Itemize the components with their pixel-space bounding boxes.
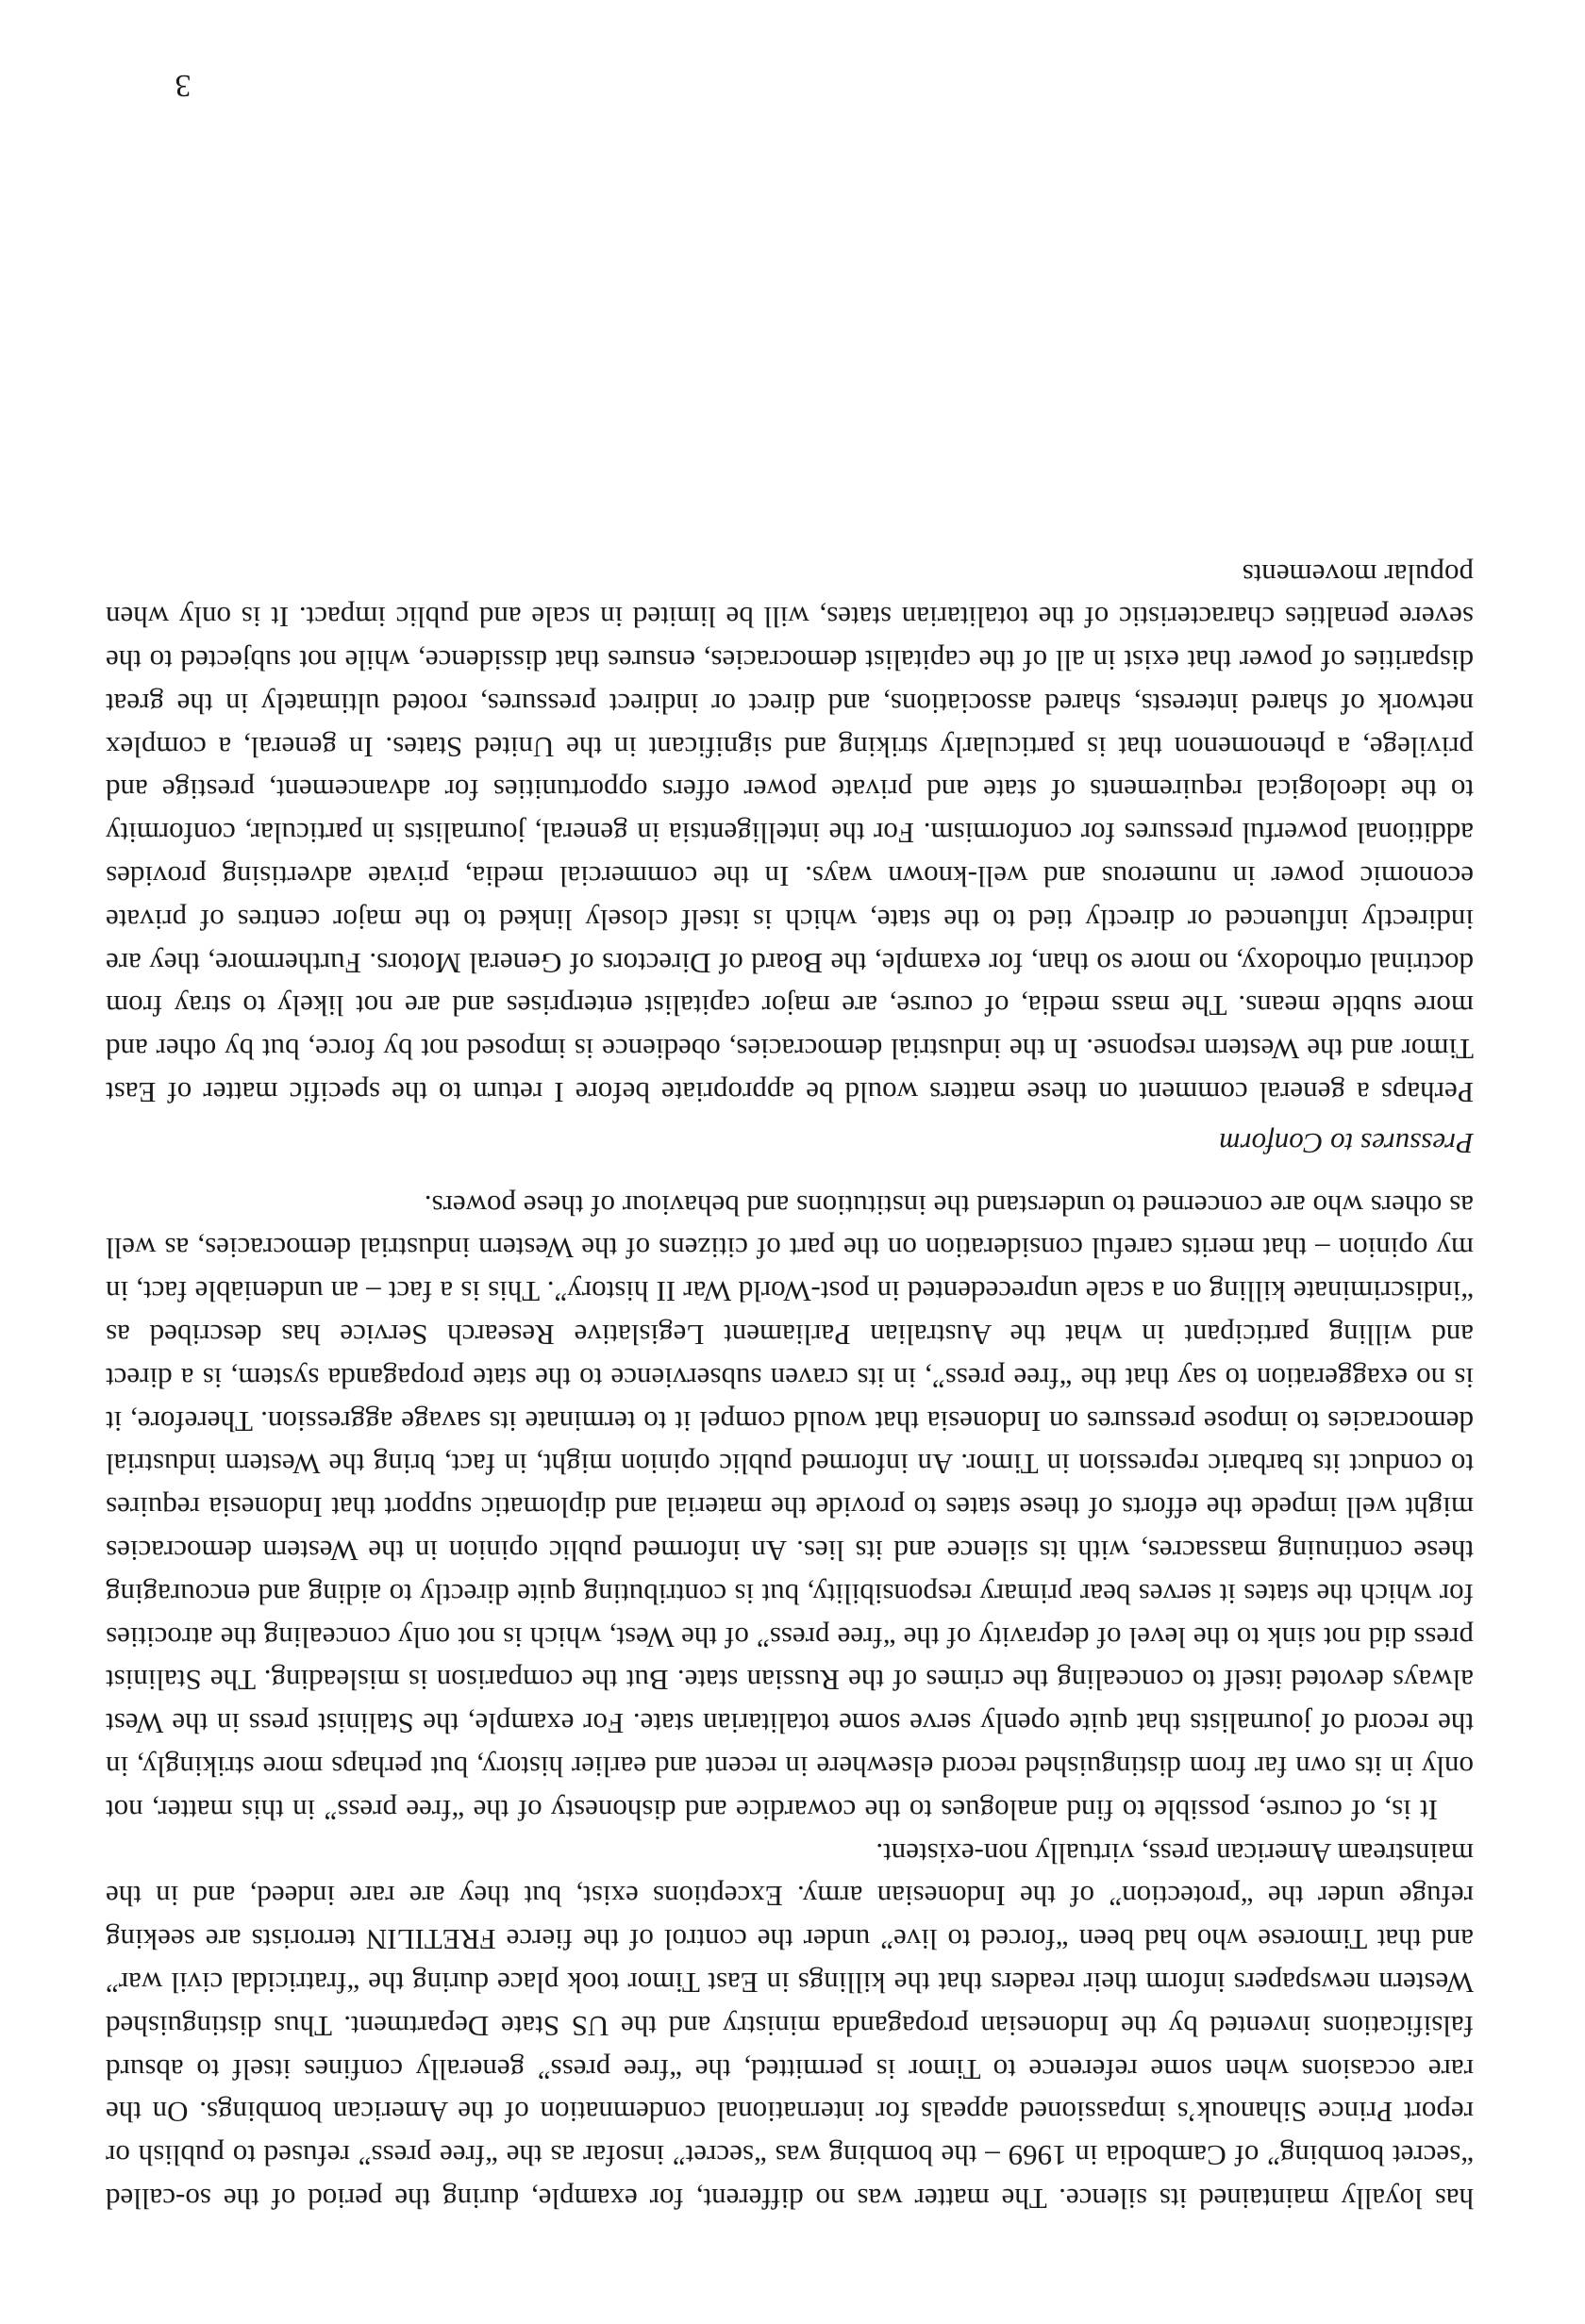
paragraph-2: It is, of course, possible to find analogues to the cowardice and dishonesty of the “free press” in this matter, not only in its own far from distinguished record elsewhere in recent and earlier history, but perhaps more strikingly, in the record of journalists that quite openly serve some totalitarian state. For example, the Stalinist press in the West always devoted itself to concealing the crimes of the Russian state. But the comparison is misleading. The Stalinist press did not sink to the level of depravity of the “free press” of the West, which is not only concealing the atrocities for which the states it serves bear primary responsibility, but is contributing quite directly to aiding and encouraging these continuing massacres, with its silence and its lies. An informed public opinion in the Western democracies might well impede the efforts of these states to provide the material and diplomatic support that Indonesia requires to conduct its barbaric repression in Timor. An informed public opinion might, in fact, bring the Western industrial democracies to impose pressures on Indonesia that would compel it to terminate its savage aggression. Therefore, it is no exaggeration to say that the “free press”, in its craven subservience to the state propaganda system, is a direct and willing participant in what the Australian Parliament Legislative Research Service has described as “indiscriminate killing on a scale unprecedented in post-World War II history”. This is a fact – an undeniable fact, in my opinion – that merits careful consideration on the part of citizens of the Western industrial democracies, as well as others who are concerned to understand the institutions and behaviour of these powers.: [106, 1188, 1474, 1827]
page-number: 3: [175, 68, 192, 103]
section-heading: Pressures to Conform: [1219, 1126, 1474, 1160]
body-text: [106, 553, 1474, 2220]
paragraph-1: has loyally maintained its silence. The matter was no different, for example, during the period of the so-called “secret bombing” of Cambodia in 1969 – the bombing was “secret” insofar as the “free press” refused to publish or report Prince Sihanouk’s impassioned appeals for international condemnation of the American bombings. On the rare occasions when some reference to Timor is permitted, the “free press” generally confines itself to absurd falsifications invented by the Indonesian propaganda ministry and the US State Department. Thus distinguished Western newspapers inform their readers that the killings in East Timor took place during the “fratricidal civil war” and that Timorese who had been “forced to live” under the control of the fierce FRETILIN terrorists are seeking refuge under the “protection” of the Indonesian army. Exceptions exist, but they are rare indeed, and in the mainstream American press, virtually non-existent.: [106, 1836, 1474, 2216]
paragraph-3: Perhaps a general comment on these matters would be appropriate before I return to the specific matter of East Timor and the Western response. In the industrial democracies, obedience is imposed not by force, but by other and more subtle means. The mass media, of course, are major capitalist enterprises and are not likely to stray from doctrinal orthodoxy, no more so than, for example, the Board of Directors of General Motors. Furthermore, they are indirectly influenced or directly tied to the state, which is itself closely linked to the major centres of private economic power in numerous and well-known ways. In the commercial media, private advertising provides additional powerful pressures for conformism. For the intelligentsia in general, journalists in particular, conformity to the ideological requirements of state and private power offers opportunities for advancement, prestige and privilege, a phenomenon that is particularly striking and significant in the United States. In general, a complex network of shared interests, shared associations, and direct or indirect pressures, rooted ultimately in the great disparities of power that exist in all of the capitalist democracies, ensures that dissidence, while not subjected to the severe penalties characteristic of the totalitarian states, will be limited in scale and public impact. It is only when popular movements: [106, 557, 1474, 1110]
